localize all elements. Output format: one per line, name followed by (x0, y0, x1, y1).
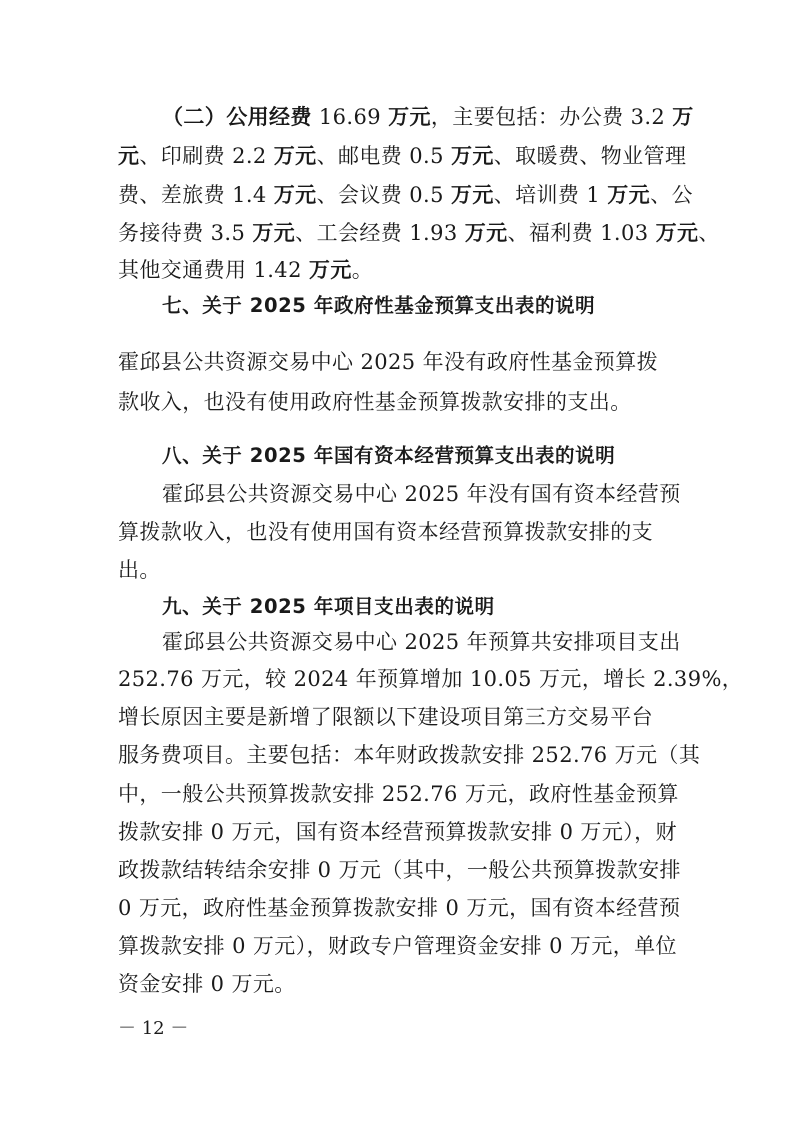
unit-run: 万元 (273, 143, 317, 168)
text-run: 、取暖费、物业管理 (493, 144, 687, 168)
section9-para-line-6: 拨款安排 0 万元，国有资本经营预算拨款安排 0 万元），财 (118, 820, 677, 844)
text-run: 16.69 (311, 105, 389, 129)
public-expenses-line-4 (118, 218, 720, 248)
text-run: 其他交通费用 1.42 (118, 258, 309, 282)
public-expenses-title: （二）公用经费 (162, 104, 312, 129)
section9-para-line-2: 252.76 万元，较 2024 年预算增加 10.05 万元，增长 2.39%， (118, 667, 744, 691)
section9-para-line-1: 霍邱县公共资源交易中心 2025 年预算共安排项目支出 (162, 630, 681, 654)
unit-run: 万元 (607, 182, 651, 207)
text-run: 、福利费 1.03 (507, 221, 656, 245)
section9-para-line-5: 中，一般公共预算拨款安排 252.76 万元，政府性基金预算 (118, 782, 679, 806)
unit-run: 万元 (450, 182, 494, 207)
text-run: 、印刷费 2.2 (139, 144, 274, 168)
text-run: 、公 (650, 183, 693, 207)
page-number: － 12 － (118, 1018, 189, 1039)
section8-para-line-1: 霍邱县公共资源交易中心 2025 年没有国有资本经营预 (162, 482, 681, 506)
text-run: 、 (698, 221, 720, 245)
section9-heading: 九、关于 2025 年项目支出表的说明 (162, 595, 495, 618)
section9-para-line-8: 0 万元，政府性基金预算拨款安排 0 万元，国有资本经营预 (118, 896, 681, 920)
section9-para-line-4: 服务费项目。主要包括：本年财政拨款安排 252.76 万元（其 (118, 743, 701, 767)
public-expenses-line-5 (118, 255, 678, 285)
text-run: 费、差旅费 1.4 (118, 183, 274, 207)
unit-run: 万元 (655, 220, 699, 245)
unit-run: 万元 (450, 143, 494, 168)
unit-run: 万元 (273, 182, 317, 207)
section7-heading: 七、关于 2025 年政府性基金预算支出表的说明 (162, 294, 596, 317)
text-run: ，主要包括：办公费 3.2 (430, 105, 673, 129)
section9-para-line-3: 增长原因主要是新增了限额以下建设项目第三方交易平台 (118, 705, 653, 729)
text-run: 、培训费 1 (493, 183, 608, 207)
section8-para-line-3: 出。 (118, 558, 161, 582)
unit-run: 元 (118, 143, 140, 168)
section9-para-line-9: 算拨款安排 0 万元），财政专户管理资金安排 0 万元，单位 (118, 934, 677, 958)
unit-run: 万元 (464, 220, 508, 245)
unit-run: 万元 (388, 104, 431, 129)
unit-run: 万元 (308, 257, 352, 282)
unit-run: 万元 (252, 220, 296, 245)
text-run: 。 (351, 258, 374, 282)
section8-heading: 八、关于 2025 年国有资本经营预算支出表的说明 (162, 444, 616, 467)
section7-para-line-2: 款收入，也没有使用政府性基金预算拨款安排的支出。 (118, 390, 632, 414)
text-run: 、工会经费 1.93 (295, 221, 465, 245)
section9-para-line-7: 政拨款结转结余安排 0 万元（其中，一般公共预算拨款安排 (118, 858, 681, 882)
text-run: 、会议费 0.5 (316, 183, 451, 207)
public-expenses-line-1 (162, 102, 722, 132)
public-expenses-line-2 (118, 141, 687, 171)
section8-para-line-2: 算拨款收入，也没有使用国有资本经营预算拨款安排的支 (118, 520, 653, 544)
unit-run: 万 (672, 104, 694, 129)
text-run: 务接待费 3.5 (118, 221, 253, 245)
section7-para-line-1: 霍邱县公共资源交易中心 2025 年没有政府性基金预算拨 (118, 350, 658, 374)
public-expenses-line-3 (118, 180, 693, 210)
section9-para-line-10: 资金安排 0 万元。 (118, 972, 296, 996)
text-run: 、邮电费 0.5 (316, 144, 451, 168)
